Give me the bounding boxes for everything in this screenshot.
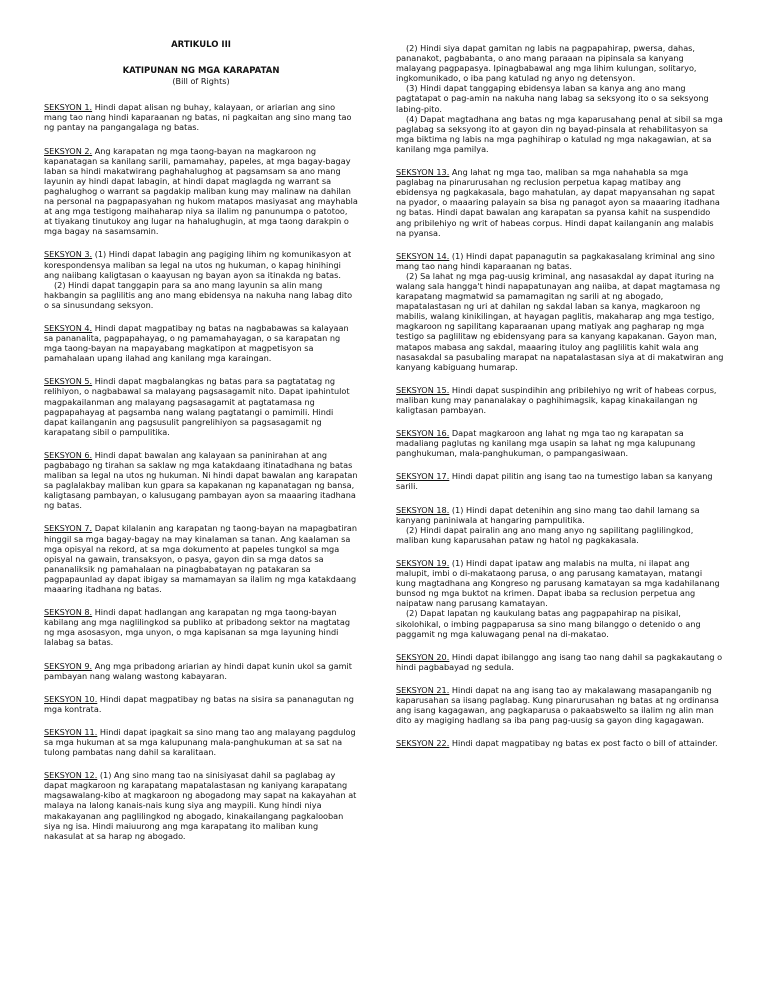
section-text: Hindi dapat magpatibay ng batas ex post facto o bill of attainder. (449, 738, 718, 749)
section-paragraph: (2) Dapat lapatan ng kaukulang batas ang pagpapahirap na pisikal, sikolohikal, o imbing pagpaparusa sa sino mang bilanggo o detenido o ang paggamit ng mga kaluwagang penal na di-makatao. (396, 608, 701, 639)
section-5 (44, 376, 358, 437)
section-heading: SEKSYON 2. (44, 145, 93, 156)
section-heading: SEKSYON 16. (396, 428, 450, 439)
section-15 (396, 385, 724, 415)
section-heading: SEKSYON 18. (396, 504, 450, 515)
section-11 (44, 727, 358, 757)
section-heading: SEKSYON 17. (396, 471, 450, 482)
section-paragraph: (2) Sa lahat ng mga pag-uusig kriminal, ang nasasakdal ay dapat ituring na walang sala hangga't hindi napapatunayan ang naiiba, at dapat magtamasa ng karapatang magmatwid sa pamamagitan ng sarili at ng abogado, mapatalastasan ng uri at dahilan ng sakdal laban sa kanya, magkaroon ng mabilis, walang kinikilingan, at hayagan paglitis, makaharap ang mga testigo, magkaroon ng sapilitang kaparaanan upang matiyak ang pagharap ng mga testigo sa paglilitaw ng ebidensyang para sa kanyang kapakanan. Gayon man, matapos mabasa ang sakdal, maaaring ituloy ang paglilitis kahit wala ang nasasakdal sa pasubaling marapat na napatalastasan siya at di makatwiran ang kanyang kabiguang humarap. (396, 270, 724, 372)
section-heading: SEKSYON 13. (396, 167, 450, 178)
section-text: Dapat kilalanin ang karapatan ng taong-bayan na mapagbatiran hinggil sa mga bagay-bagay na may kinalaman sa tanan. Ang kaalaman sa mga opisyal na rekord, at sa mga dokumento at papeles tungkol sa mga opisyal na gawain, transaksyon, o pasya, gayon din sa mga datos sa pananaliksik ng pamahalaan na pinagbabatayan ng patakaran sa pagpapaunlad ay dapat ibigay sa mamamayan sa ilalim ng mga katakdaang maaaring itadhana ng batas. (44, 523, 358, 595)
left-column (44, 40, 358, 854)
section-text: Hindi dapat ibilanggo ang isang tao nang dahil sa pagkakautang o hindi pagbabayad ng sedula. (396, 651, 723, 672)
section-22 (396, 738, 724, 748)
section-16 (396, 428, 724, 458)
section-6 (44, 450, 358, 511)
document-subtitle: (Bill of Rights) (172, 76, 230, 87)
section-heading: SEKSYON 22. (396, 738, 450, 749)
section-7 (44, 523, 358, 594)
section-17 (396, 471, 724, 491)
section-text: Hindi dapat na ang isang tao ay makalawang masapanganib ng kaparusahan sa iisang paglabag. Kung pinarurusahan ng batas at ng ordinansa ang isang kagagawan, ang pagkaparusa o pakaabswelto sa ilalim ng alin man dito ay magiging hadlang sa iba pang pag-uusig sa gayon ding kagagawan. (396, 684, 719, 726)
article-heading: ARTIKULO III (171, 40, 231, 50)
section-heading: SEKSYON 15. (396, 384, 450, 395)
section-text: Hindi dapat alisan ng buhay, kalayaan, or ariarian ang sino mang tao nang hindi kaparaanan ng batas, ni pagkaitan ang sino mang tao ng pantay na pangangalaga ng batas. (44, 102, 352, 133)
section-heading: SEKSYON 20. (396, 651, 450, 662)
section-text: Dapat magkaroon ang lahat ng mga tao ng karapatan sa madaliang paglutas ng kanilang mga usapin sa lahat ng mga kalupunang panghukuman, mala-panghukuman, o pampangasiwaan. (396, 428, 696, 459)
section-paragraph: (3) Hindi dapat tanggaping ebidensya laban sa kanya ang ano mang pagtatapat o pag-amin na nakuha nang labag sa seksyong ito o sa seksyong labing-pito. (396, 83, 709, 114)
section-text: Ang karapatan ng mga taong-bayan na magkaroon ng kapanatagan sa kanilang sarili, pamamahay, papeles, at mga bagay-bagay laban sa hindi makatwirang paghahalughog at pagsamsam sa ano mang layunin ay hindi dapat labagin, at hindi dapat maglagda ng warrant sa paghalughog o warrant sa pagdakip maliban kung may malinaw na dahilan na personal na pagpapasyahan ng hukom matapos masiyasat ang mayhabla at ang mga testigong maihaharap niya sa ilalim ng panunumpa o patotoo, at tiyakang tinutukoy ang lugar na hahalughugin, at mga taong darakpin o mga bagay na sasamsamin. (44, 145, 358, 237)
section-text: Hindi dapat pilitin ang isang tao na tumestigo laban sa kanyang sarili. (396, 471, 713, 492)
document-title: KATIPUNAN NG MGA KARAPATAN (122, 66, 280, 77)
section-heading: SEKSYON 1. (44, 102, 93, 113)
section-paragraph: (4) Dapat magtadhana ang batas ng mga kaparusahang penal at sibil sa mga paglabag sa seksyong ito at gayon din ng bayad-pinsala at rehabilitasyon sa mga biktima ng labis na mga paghihirap o katulad ng mga nakagawian, at sa kanilang mga pamilya. (396, 113, 723, 154)
section-heading: SEKSYON 4. (44, 322, 93, 333)
section-19 (396, 558, 724, 639)
section-heading: SEKSYON 6. (44, 449, 93, 460)
section-10 (44, 694, 358, 714)
section-paragraph: (2) Hindi dapat tanggapin para sa ano mang layunin sa alin mang hakbangin sa paglilitis ang ano mang ebidensya na nakuha nang labag dito o sa sinusundang seksyon. (44, 279, 353, 310)
section-text: Hindi dapat magbalangkas ng batas para sa pagtatatag ng relihiyon, o nagbabawal sa malayang pagsasagamit nito. Dapat ipahintulot magpakailanman ang malayang pagsasagamit at pagtatamasa ng pagpapahayag at pagsamba nang walang pagtatangi o pamimili. Hindi dapat kailanganin ang pagsusulit pangrelihiyon sa pagsasagamit ng karapatang sibil o pampulitika. (44, 376, 350, 437)
section-heading: SEKSYON 11. (44, 726, 98, 737)
section-18 (396, 505, 724, 545)
section-13 (396, 167, 724, 238)
section-text: Hindi dapat hadlangan ang karapatan ng mga taong-bayan kabilang ang mga naglilingkod sa publiko at pribadong sektor na magtatag ng mga asosasyon, mga unyon, o mga kapisanan sa mga layuning hindi lalabag sa batas. (44, 607, 350, 648)
section-text: Hindi dapat magpatibay ng batas na sisira sa pananagutan ng mga kontrata. (44, 693, 354, 714)
section-12-part-b (396, 43, 724, 154)
section-heading: SEKSYON 8. (44, 607, 93, 618)
section-4 (44, 323, 358, 363)
section-text: (1) Hindi dapat labagin ang pagiging lihim ng komunikasyon at korespondensya maliban sa legal na utos ng hukuman, o kapag hinihingi ang naiibang kaligtasan o kaayusan ng bayan ayon sa itinakda ng batas. (44, 249, 352, 280)
section-2 (44, 146, 358, 237)
section-heading: SEKSYON 9. (44, 660, 93, 671)
section-text: Hindi dapat suspindihin ang pribilehiyo ng writ of habeas corpus, maliban kung may pananalakay o paghihimagsik, kapag kinakailangan ng kaligtasan pambayan. (396, 384, 717, 415)
section-heading: SEKSYON 12. (44, 770, 98, 781)
section-1 (44, 102, 358, 132)
section-heading: SEKSYON 19. (396, 557, 450, 568)
section-heading: SEKSYON 5. (44, 376, 93, 387)
section-heading: SEKSYON 21. (396, 684, 450, 695)
section-heading: SEKSYON 14. (396, 250, 450, 261)
section-8 (44, 607, 358, 647)
section-text: (1) Hindi dapat detenihin ang sino mang tao dahil lamang sa kanyang paniniwala at hangaring pampulitika. (396, 504, 700, 525)
section-21 (396, 685, 724, 725)
section-text: Hindi dapat ipagkait sa sino mang tao ang malayang pagdulog sa mga hukuman at sa mga kalupunang mala-panghukuman at sa sat na tulong pambatas nang dahil sa karalitaan. (44, 726, 356, 758)
section-12-part-a (44, 770, 358, 841)
section-heading: SEKSYON 3. (44, 249, 93, 260)
section-text: Hindi dapat magpatibay ng batas na nagbabawas sa kalayaan sa pananalita, pagpapahayag, o ng pamamahayagan, o sa karapatan ng mga taong-bayan na mapayabang magkatipon at magpetisyon sa pamahalaan upang ilahad ang kanilang mga karaingan. (44, 322, 349, 364)
section-20 (396, 652, 724, 672)
section-text: Hindi dapat bawalan ang kalayaan sa paninirahan at ang pagbabago ng tirahan sa saklaw ng mga katakdaang itinatadhana ng batas maliban sa legal na utos ng hukuman. Ni hindi dapat bawalan ang karapatan sa paglalakbay maliban kun gpara sa kapakanan ng kapanatagan ng bansa, kaligtasang pambayan, o kalusugang pambayan ayon sa maaaring itadhana ng batas. (44, 449, 358, 511)
section-text: Ang lahat ng mga tao, maliban sa mga nahahabla sa mga paglabag na pinarurusahan ng reclusion perpetua kapag matibay ang ebidensya ng pagkakasala, bago mahatulan, ay dapat mapyansahan ng sapat na pyador, o maaaring palayain sa bisa ng panagot ayon sa maaaring itadhana ng batas. Hindi dapat bawalan ang karapatan sa pyansa kahit na suspendido ang pribilehiyo ng writ of habeas corpus. Hindi dapat kailanganin ang malabis na pyansa. (396, 167, 720, 238)
section-14 (396, 251, 724, 372)
section-paragraph: (2) Hindi siya dapat gamitan ng labis na pagpapahirap, pwersa, dahas, pananakot, pagbabanta, o ano mang paraaan na pipinsala sa kanyang malayang pagpapasya. Ipinagbabawal ang mga lihim kulungan, solitaryo, ingkomunikado, o iba pang katulad ng anyo ng detensyon. (396, 43, 697, 84)
section-3 (44, 249, 358, 310)
section-text: (1) Ang sino mang tao na sinisiyasat dahil sa paglabag ay dapat magkaroon ng karapatang mapatalastasan ng kaniyang karapatang magsawalang-kibo at magkaroon ng abogadong may sapat na kakayahan at malaya na lalong kanais-nais kung siya ang maypili. Kung hindi niya makakayanan ang paglilingkod ng abogado, kinakailangang pagkalooban siya ng isa. Hindi maiuurong ang mga karapatang ito maliban kung nakasulat at sa harap ng abogado. (44, 770, 357, 841)
section-text: Ang mga pribadong ariarian ay hindi dapat kunin ukol sa gamit pambayan nang walang wastong kabayaran. (44, 660, 352, 681)
section-text: (1) Hindi dapat papanagutin sa pagkakasalang kriminal ang sino mang tao nang hindi kaparaanan ng batas. (396, 250, 715, 271)
right-column (396, 43, 724, 761)
section-heading: SEKSYON 10. (44, 693, 98, 704)
section-paragraph: (2) Hindi dapat pairalin ang ano mang anyo ng sapilitang paglilingkod, maliban kung kaparusahan pataw ng hatol ng pagkakasala. (396, 524, 694, 545)
section-9 (44, 661, 358, 681)
section-heading: SEKSYON 7. (44, 523, 93, 534)
section-text: (1) Hindi dapat ipataw ang malabis na multa, ni ilapat ang malupit, imbi o di-makataong parusa, o ang parusang kamatayan, matangi kung magtadhana ang Kongreso ng parusang kamatayan sa mga kadahilanang bunsod ng mga buktot na krimen. Dapat ibaba sa reclusion perpetua ang naipataw nang parusang kamatayan. (396, 557, 720, 609)
